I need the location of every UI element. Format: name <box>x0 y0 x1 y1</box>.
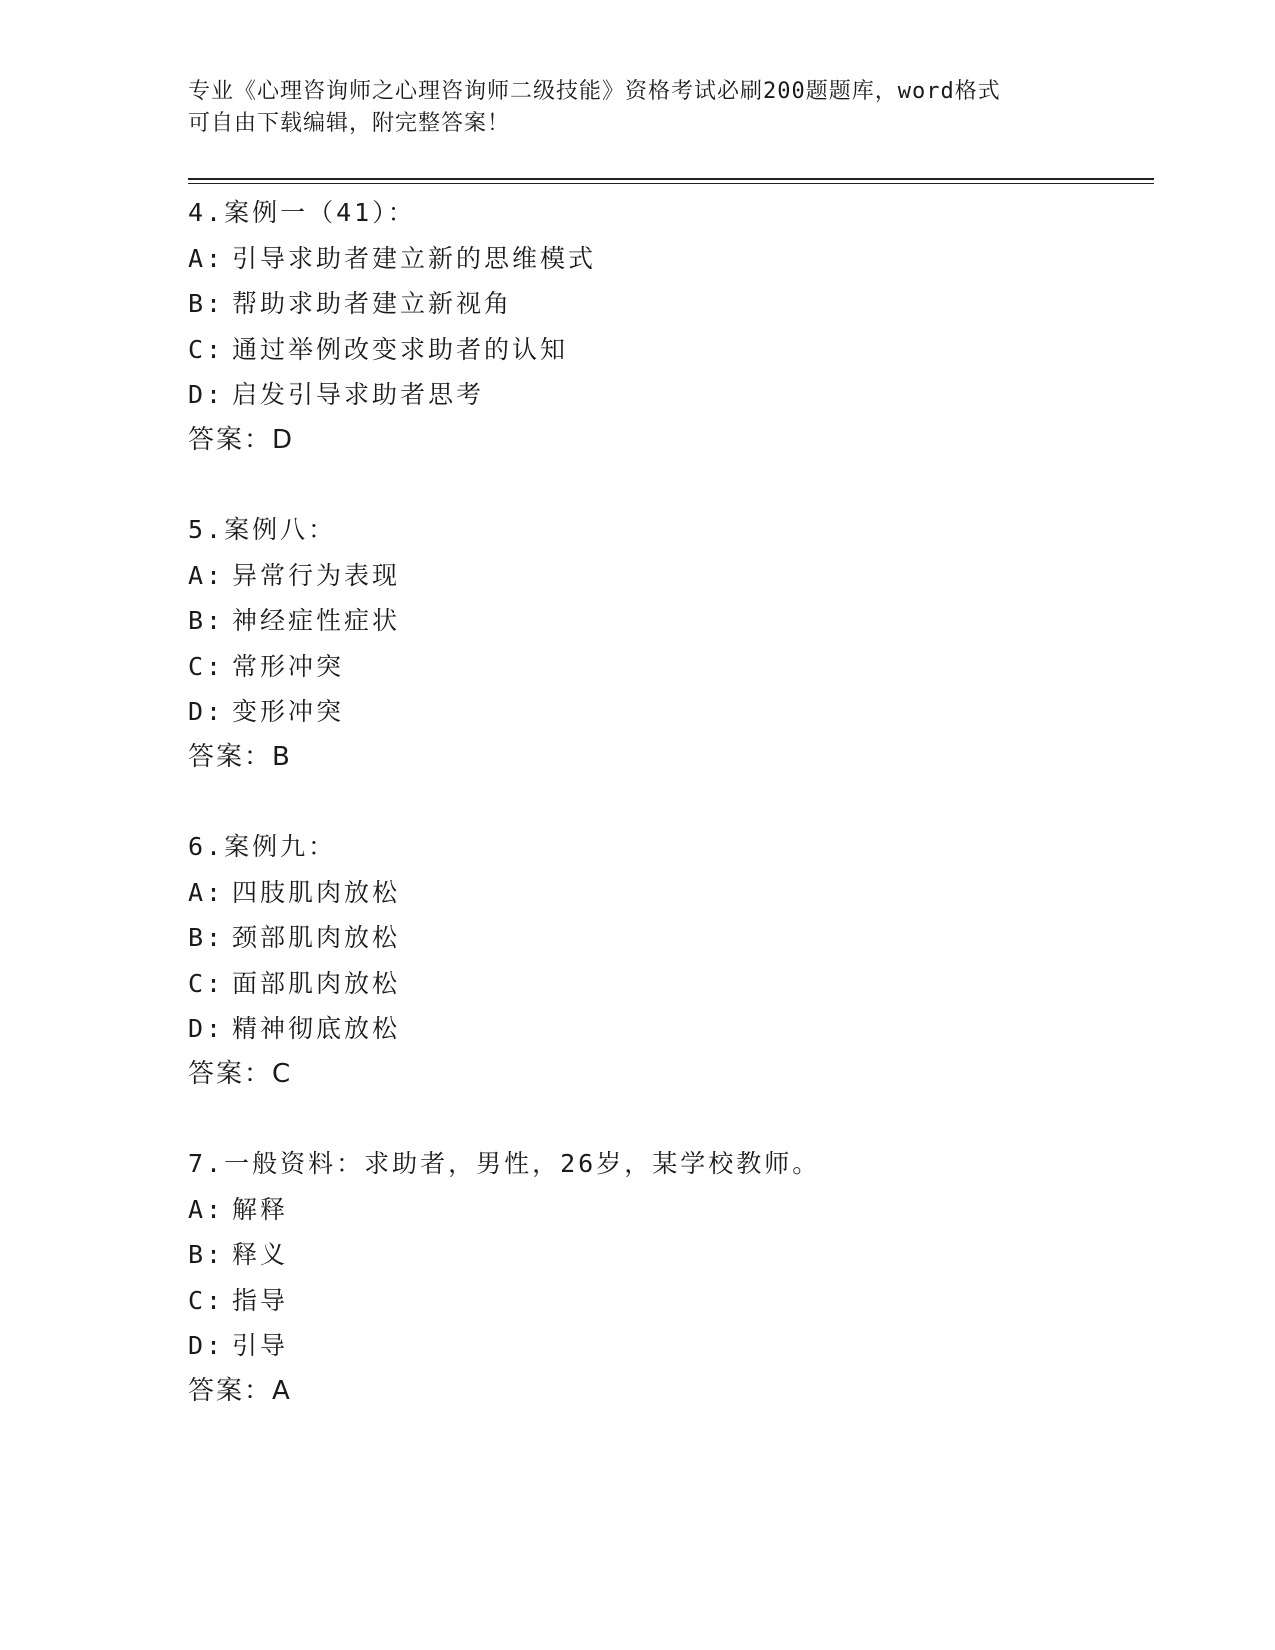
option-c <box>188 644 1154 690</box>
option-letter: B: <box>188 289 225 318</box>
option-text: 指导 <box>232 1285 289 1315</box>
option-letter: D: <box>188 380 225 409</box>
option-text: 启发引导求助者思考 <box>232 380 485 409</box>
option-letter: A: <box>188 1194 225 1224</box>
option-a <box>188 236 1154 282</box>
question-title: 6.案例九： <box>188 832 337 861</box>
option-text: 解释 <box>232 1194 289 1224</box>
option-text: 面部肌肉放松 <box>232 968 401 998</box>
question-5 <box>188 507 1154 780</box>
question-title: 4.案例一（41）： <box>188 198 416 227</box>
option-letter: A: <box>188 560 225 590</box>
header-title-line-2: 可自由下载编辑，附完整答案！ <box>188 111 511 136</box>
option-a <box>188 553 1154 599</box>
option-b <box>188 281 1154 327</box>
document-header <box>188 76 1088 140</box>
option-letter: B: <box>188 923 225 952</box>
header-divider-thin <box>188 183 1154 184</box>
option-d <box>188 1006 1154 1052</box>
question-title: 5.案例八： <box>188 515 337 544</box>
option-b <box>188 1232 1154 1278</box>
option-text: 引导求助者建立新的思维模式 <box>232 243 597 273</box>
option-letter: B: <box>188 1240 225 1269</box>
option-text: 变形冲突 <box>232 697 345 726</box>
question-7 <box>188 1141 1154 1414</box>
answer-line: 答案：D <box>188 424 295 455</box>
option-text: 常形冲突 <box>232 651 345 681</box>
option-c <box>188 1278 1154 1324</box>
option-d <box>188 1323 1154 1369</box>
option-letter: D: <box>188 1331 225 1360</box>
option-a <box>188 1187 1154 1233</box>
header-divider-thick <box>188 178 1154 180</box>
option-text: 释义 <box>232 1240 289 1269</box>
question-4 <box>188 190 1154 463</box>
option-text: 异常行为表现 <box>232 560 401 590</box>
question-list <box>188 190 1154 1458</box>
option-b <box>188 598 1154 644</box>
option-letter: A: <box>188 877 225 907</box>
option-text: 精神彻底放松 <box>232 1014 401 1043</box>
option-d <box>188 689 1154 735</box>
question-6 <box>188 824 1154 1097</box>
option-letter: C: <box>188 334 225 364</box>
option-text: 颈部肌肉放松 <box>232 923 401 952</box>
option-a <box>188 870 1154 916</box>
answer-line: 答案：B <box>188 741 292 772</box>
option-letter: C: <box>188 1285 225 1315</box>
option-text: 神经症性症状 <box>232 606 401 635</box>
option-letter: B: <box>188 606 225 635</box>
option-text: 四肢肌肉放松 <box>232 877 401 907</box>
option-letter: C: <box>188 968 225 998</box>
option-letter: A: <box>188 243 225 273</box>
option-letter: D: <box>188 697 225 726</box>
option-letter: C: <box>188 651 225 681</box>
option-c <box>188 961 1154 1007</box>
option-text: 引导 <box>232 1331 289 1360</box>
option-text: 帮助求助者建立新视角 <box>232 289 513 318</box>
option-d <box>188 372 1154 418</box>
option-b <box>188 915 1154 961</box>
option-c <box>188 327 1154 373</box>
answer-line: 答案：C <box>188 1058 293 1089</box>
question-title: 7.一般资料：求助者，男性，26岁，某学校教师。 <box>188 1149 821 1178</box>
option-letter: D: <box>188 1014 225 1043</box>
header-title-line-1: 专业《心理咨询师之心理咨询师二级技能》资格考试必刷200题题库，word格式 <box>188 79 1001 104</box>
answer-line: 答案：A <box>188 1375 292 1406</box>
option-text: 通过举例改变求助者的认知 <box>232 334 569 364</box>
